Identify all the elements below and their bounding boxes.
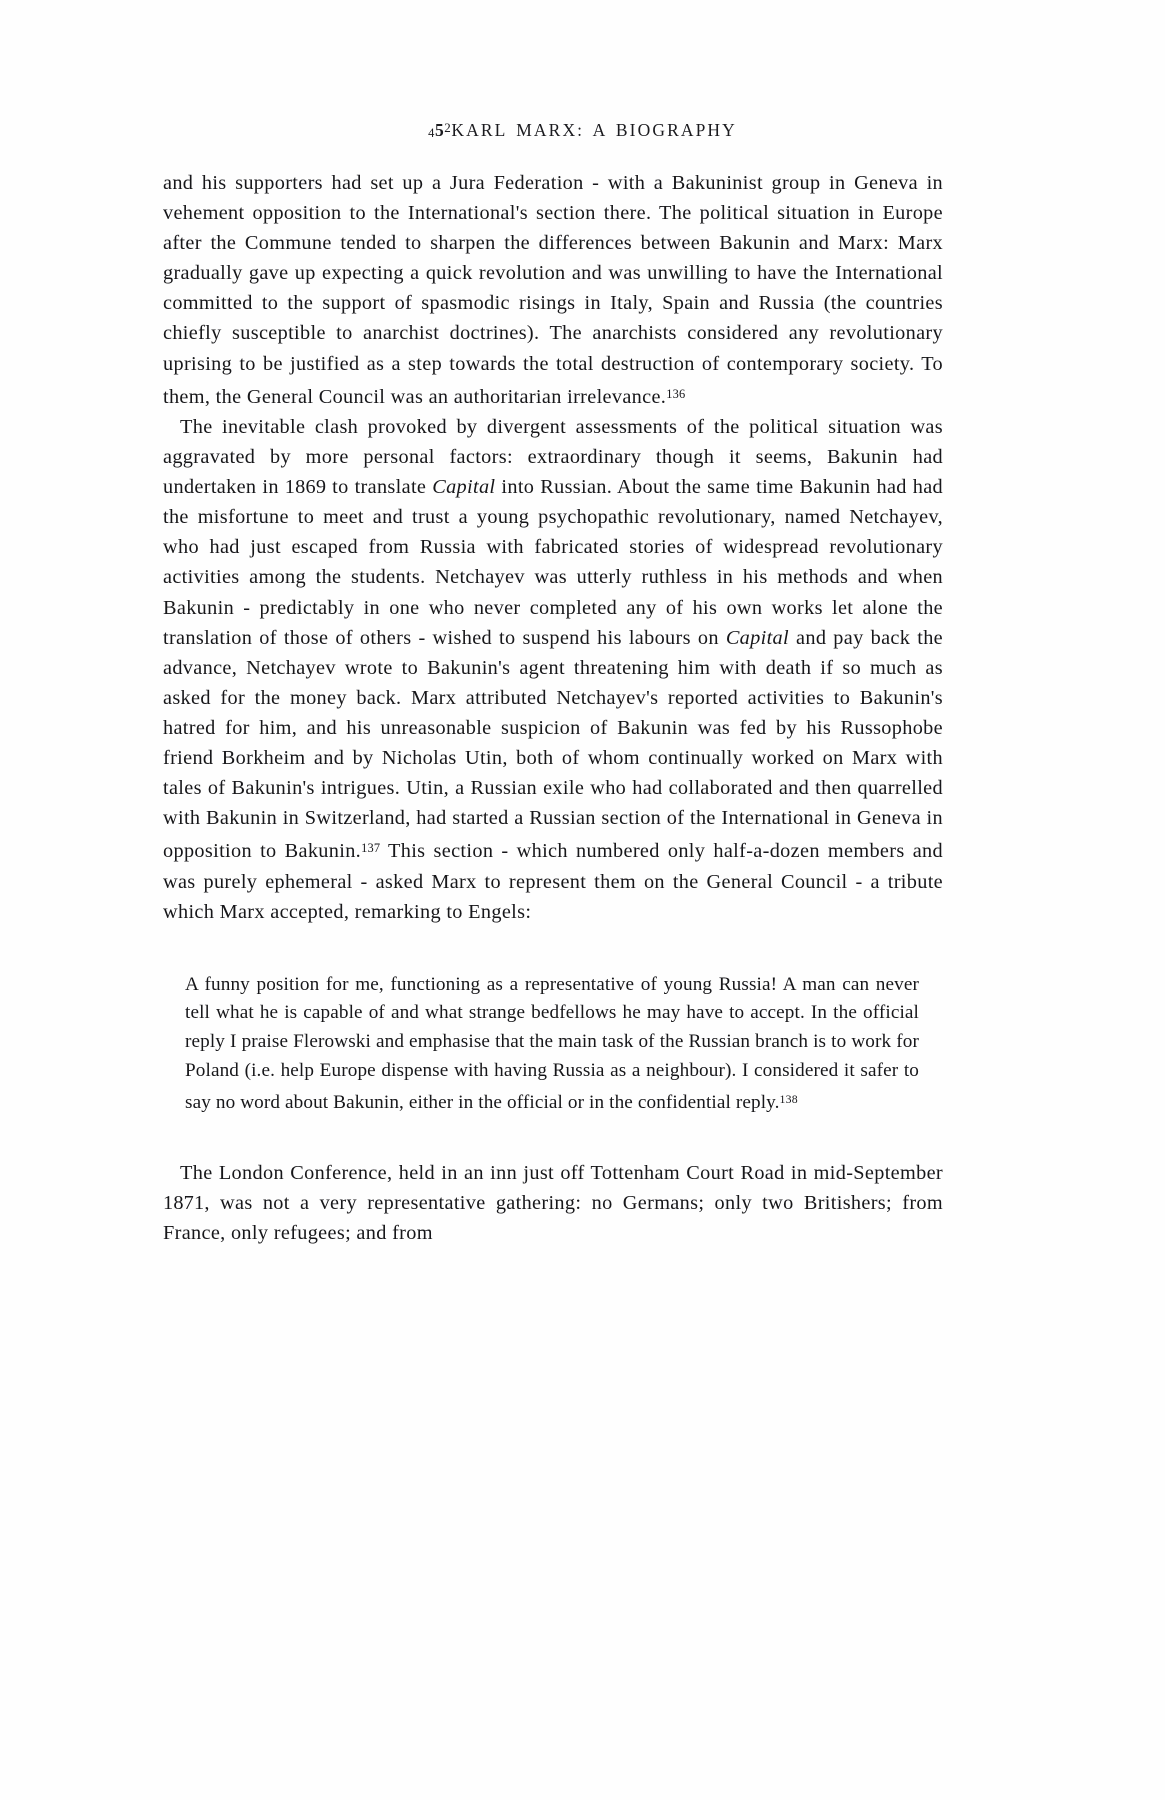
page-folio bbox=[428, 120, 452, 140]
title-capital-first: Capital bbox=[432, 476, 496, 499]
year-1869: 1869 bbox=[284, 476, 327, 499]
footnote-marker-136: 136 bbox=[666, 386, 686, 401]
marx-engels-quotation bbox=[185, 971, 919, 1118]
paragraph-three bbox=[163, 1158, 943, 1248]
title-capital-second: Capital bbox=[725, 626, 789, 649]
paragraph-three-text-a: The London Conference, held in an inn just off Tottenham Court Road in mid-September bbox=[180, 1161, 943, 1184]
folio-digit-1: 4 bbox=[428, 125, 435, 140]
year-1871: 1871 bbox=[163, 1191, 205, 1214]
paragraph-two-text-d: and pay back the advance, Netchayev wrote to Bakunin's agent threatening him with death if so much as asked for the money back. Marx attributed Netchayev's reported activities to Bakunin's hatred for him, and his unreasonable suspicion of Bakunin was fed by his Russophobe friend Borkheim and by Nicholas Utin, both of whom continually worked on Marx with tales of Bakunin's intrigues. Utin, a Russian exile who had collaborated and then quarrelled with Bakunin in Switzerland, had started a Russian section of the International in Geneva in opposition to Bakunin. bbox=[163, 626, 943, 863]
footnote-marker-137: 137 bbox=[361, 841, 381, 856]
running-header-title: KARL MARX: A BIOGRAPHY bbox=[451, 120, 737, 140]
paragraph-two-text-e: This section - which numbered only half-a-dozen members and was purely ephemeral - asked Marx to represent them on the General Council - a tribute which Marx accepted, remarking to Engels: bbox=[163, 840, 943, 923]
paragraph-one-text: and his supporters had set up a Jura Federation - with a Bakuninist group in Geneva in vehement opposition to the International's section there. The political situation in Europe after the Commune tended to sharpen the differences between Bakunin and Marx: Marx gradually gave up expecting a quick revolution and was unwilling to have the International committed to the support of spasmodic risings in Italy, Spain and Russia (the countries chiefly susceptible to anarchist doctrines). The anarchists considered any revolutionary uprising to be justified as a step towards the total destruction of contemporary society. To them, the General Council was an authoritarian irrelevance. bbox=[163, 172, 943, 408]
quotation-text: A funny position for me, functioning as a representative of young Russia! A man can never tell what he is capable of and what strange bedfellows he may have to accept. In the official reply I praise Flerowski and emphasise that the main task of the Russian branch is to work for Poland (i.e. help Europe dispense with having Russia as a neighbour). I considered it safer to say no word about Bakunin, either in the official or in the confidential reply. bbox=[185, 973, 919, 1114]
blockquote-container bbox=[163, 971, 943, 1118]
paragraph-two-text-c: into Russian. About the same time Bakunin had had the misfortune to meet and trust a young psychopathic revolutionary, named Netchayev, who had just escaped from Russia with fabricated stories of widespread revolutionary activities among the students. Netchayev was utterly ruthless in his methods and when Bakunin - predictably in one who never completed any of his own works let alone the translation of those of others - wished to suspend his labours on bbox=[163, 476, 943, 649]
paragraph-three-text-b: , was not a very representative gathering: no Germans; only two Britishers; from France, only refugees; and from bbox=[163, 1191, 943, 1244]
paragraph-two-text-b: to translate bbox=[326, 476, 433, 499]
folio-digit-3: 2 bbox=[444, 120, 452, 136]
running-header bbox=[0, 120, 1165, 141]
folio-digit-2: 5 bbox=[434, 120, 445, 140]
paragraph-two-text-a: The inevitable clash provoked by divergent assessments of the political situation was aggravated by more personal factors: extraordinary though it seems, Bakunin had undertaken in bbox=[163, 415, 943, 499]
paragraph-two bbox=[163, 412, 943, 927]
page-textblock bbox=[163, 168, 943, 1248]
footnote-marker-138: 138 bbox=[779, 1092, 798, 1107]
paragraph-one bbox=[163, 168, 943, 412]
